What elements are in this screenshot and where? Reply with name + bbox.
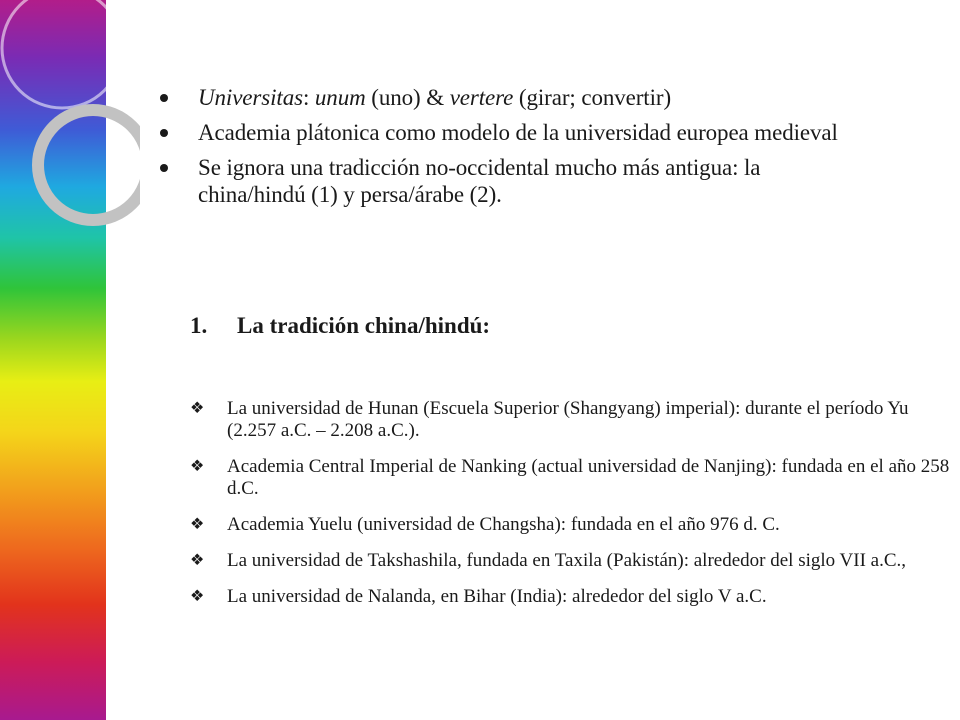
bullet-dot: [160, 129, 168, 137]
list-item: [190, 514, 950, 536]
diamond-bullet-icon: ❖: [190, 588, 205, 605]
university-list: [190, 398, 950, 622]
list-item-text: La universidad de Takshashila, fundada en Taxila (Pakistán): alrededor del siglo VII a.C.,: [227, 550, 907, 571]
bullet-etymology: [160, 84, 860, 111]
bullet-text: Academia plátonica como modelo de la universidad europea medieval: [198, 120, 838, 145]
bullet-dot: [160, 94, 168, 102]
decorative-rings: [0, 0, 140, 300]
diamond-bullet-icon: ❖: [190, 516, 205, 533]
diamond-bullet-icon: ❖: [190, 552, 205, 569]
bullet-tradition: [160, 154, 860, 208]
section-number: 1.: [190, 313, 208, 338]
section-title: La tradición china/hindú:: [237, 313, 491, 338]
list-item-text: Academia Yuelu (universidad de Changsha): fundada en el año 976 d. C.: [227, 514, 780, 535]
list-item-text: La universidad de Nalanda, en Bihar (India): alrededor del siglo V a.C.: [227, 586, 767, 607]
list-item: [190, 456, 950, 500]
silver-ring: [38, 110, 140, 220]
list-item: [190, 550, 950, 572]
list-item: [190, 586, 950, 608]
diamond-bullet-icon: ❖: [190, 458, 205, 475]
list-item-text: Academia Central Imperial de Nanking (actual universidad de Nanjing): fundada en el año 258 d.C.: [227, 456, 950, 499]
bullet-text: Universitas: unum (uno) & vertere (girar; convertir): [198, 85, 672, 110]
list-item-text: La universidad de Hunan (Escuela Superior (Shangyang) imperial): durante el período Yu (2.257 a.C. – 2.208 a.C.).: [227, 398, 909, 441]
large-ring: [2, 0, 122, 108]
bullet-dot: [160, 164, 168, 172]
bullet-academia: [160, 119, 860, 146]
bullet-text: Se ignora una tradicción no-occidental mucho más antigua: la china/hindú (1) y persa/árabe (2).: [198, 155, 761, 207]
list-item: [190, 398, 950, 442]
diamond-bullet-icon: ❖: [190, 400, 205, 417]
bullet-list: [160, 84, 860, 216]
section-heading: [190, 313, 490, 339]
